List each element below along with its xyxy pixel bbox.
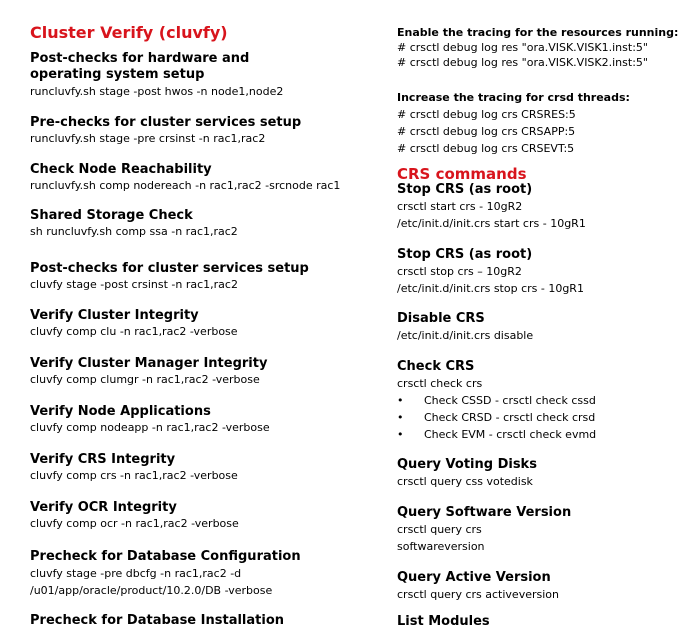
- command-line: runcluvfy.sh stage -post hwos -n node1,node2: [30, 85, 284, 98]
- section-heading: Check CRS: [397, 359, 475, 374]
- section-nodeapp: [30, 404, 270, 435]
- section-heading: Pre-checks for cluster services setup: [30, 115, 302, 130]
- section-check-crs: [397, 359, 657, 449]
- command-line: runcluvfy.sh comp nodereach -n rac1,rac2 -srcnode rac1: [30, 179, 341, 192]
- command-line: cluvfy comp nodeapp -n rac1,rac2 -verbose: [30, 421, 270, 434]
- command-line: # crsctl debug log crs CRSEVT:5: [397, 142, 575, 155]
- command-line: cluvfy comp crs -n rac1,rac2 -verbose: [30, 469, 238, 482]
- command-line: # crsctl debug log res "ora.VISK.VISK2.inst:5": [397, 56, 648, 69]
- command-line: /etc/init.d/init.crs stop crs - 10gR1: [397, 282, 584, 295]
- section-voting-disks: [397, 457, 537, 490]
- command-line: cluvfy comp clumgr -n rac1,rac2 -verbose: [30, 373, 260, 386]
- section-crs: [30, 452, 238, 483]
- section-start-crs: [397, 182, 586, 232]
- command-line: /etc/init.d/init.crs disable: [397, 329, 534, 342]
- section-heading: List Modules: [397, 614, 490, 629]
- section-heading: Verify Node Applications: [30, 404, 211, 419]
- section-heading: Query Active Version: [397, 570, 551, 585]
- section-ssa: [30, 208, 238, 239]
- section-heading: Stop CRS (as root): [397, 247, 533, 262]
- command-line: # crsctl debug log crs CRSAPP:5: [397, 125, 576, 138]
- command-line: /etc/init.d/init.crs start crs - 10gR1: [397, 217, 586, 230]
- bullet-icon: •: [397, 394, 404, 407]
- threads-intro: Increase the tracing for crsd threads:: [397, 91, 630, 104]
- list-item-text: Check EVM - crsctl check evmd: [424, 428, 597, 441]
- command-line: crsctl check crs: [397, 377, 483, 390]
- page-title: Cluster Verify (cluvfy): [30, 23, 228, 42]
- command-line: /u01/app/oracle/product/10.2.0/DB -verbose: [30, 584, 273, 597]
- section-software-version: [397, 505, 571, 555]
- command-line: crsctl stop crs – 10gR2: [397, 265, 522, 278]
- section-heading: Query Software Version: [397, 505, 572, 520]
- section-heading: Precheck for Database Installation: [30, 613, 285, 628]
- section-disable-crs: [397, 311, 533, 344]
- section-heading: Post-checks for cluster services setup: [30, 261, 309, 276]
- command-line: cluvfy comp clu -n rac1,rac2 -verbose: [30, 325, 238, 338]
- section-heading: Verify Cluster Manager Integrity: [30, 356, 268, 371]
- bullet-icon: •: [397, 428, 404, 441]
- section-clu: [30, 308, 238, 339]
- section-heading: Verify Cluster Integrity: [30, 308, 199, 323]
- section-ocr: [30, 500, 239, 531]
- list-item-text: Check CSSD - crsctl check cssd: [424, 394, 596, 407]
- section-heading: Check Node Reachability: [30, 162, 212, 177]
- tracing-resources: [397, 25, 678, 70]
- section-clumgr: [30, 356, 267, 387]
- command-line: cluvfy comp ocr -n rac1,rac2 -verbose: [30, 517, 239, 530]
- section-heading: Verify OCR Integrity: [30, 500, 177, 515]
- section-dbinst: [30, 613, 284, 629]
- section-crsinst-post: [30, 261, 309, 292]
- section-crsinst-pre: [30, 115, 301, 146]
- command-line: crsctl query crs: [397, 523, 482, 536]
- section-heading: Verify CRS Integrity: [30, 452, 176, 467]
- section-list-modules: [397, 614, 490, 630]
- section-nodereach: [30, 162, 340, 193]
- command-line: runcluvfy.sh stage -pre crsinst -n rac1,rac2: [30, 132, 266, 145]
- command-line: # crsctl debug log res "ora.VISK.VISK1.inst:5": [397, 41, 648, 54]
- section-heading: Query Voting Disks: [397, 457, 537, 472]
- command-line: sh runcluvfy.sh comp ssa -n rac1,rac2: [30, 225, 238, 238]
- crs-commands-title: CRS commands: [397, 165, 527, 183]
- command-line: cluvfy stage -post crsinst -n rac1,rac2: [30, 278, 238, 291]
- section-heading: Precheck for Database Configuration: [30, 549, 301, 564]
- section-heading: Post-checks for hardware and operating system setup: [30, 51, 250, 82]
- tracing-threads: [397, 90, 630, 157]
- tracing-intro: Enable the tracing for the resources running:: [397, 26, 679, 39]
- command-line: # crsctl debug log crs CRSRES:5: [397, 108, 576, 121]
- command-line: crsctl query crs activeversion: [397, 588, 559, 601]
- command-line: crsctl start crs - 10gR2: [397, 200, 523, 213]
- command-line: crsctl query css votedisk: [397, 475, 533, 488]
- section-heading: Shared Storage Check: [30, 208, 193, 223]
- section-dbcfg: [30, 549, 301, 599]
- section-active-version: [397, 570, 559, 603]
- list-item-text: Check CRSD - crsctl check crsd: [424, 411, 596, 424]
- section-heading: Stop CRS (as root): [397, 182, 533, 197]
- section-heading: Disable CRS: [397, 311, 485, 326]
- command-line: softwareversion: [397, 540, 485, 553]
- command-line: cluvfy stage -pre dbcfg -n rac1,rac2 -d: [30, 567, 242, 580]
- section-hwos: [30, 51, 320, 99]
- bullet-icon: •: [397, 411, 404, 424]
- section-stop-crs: [397, 247, 584, 297]
